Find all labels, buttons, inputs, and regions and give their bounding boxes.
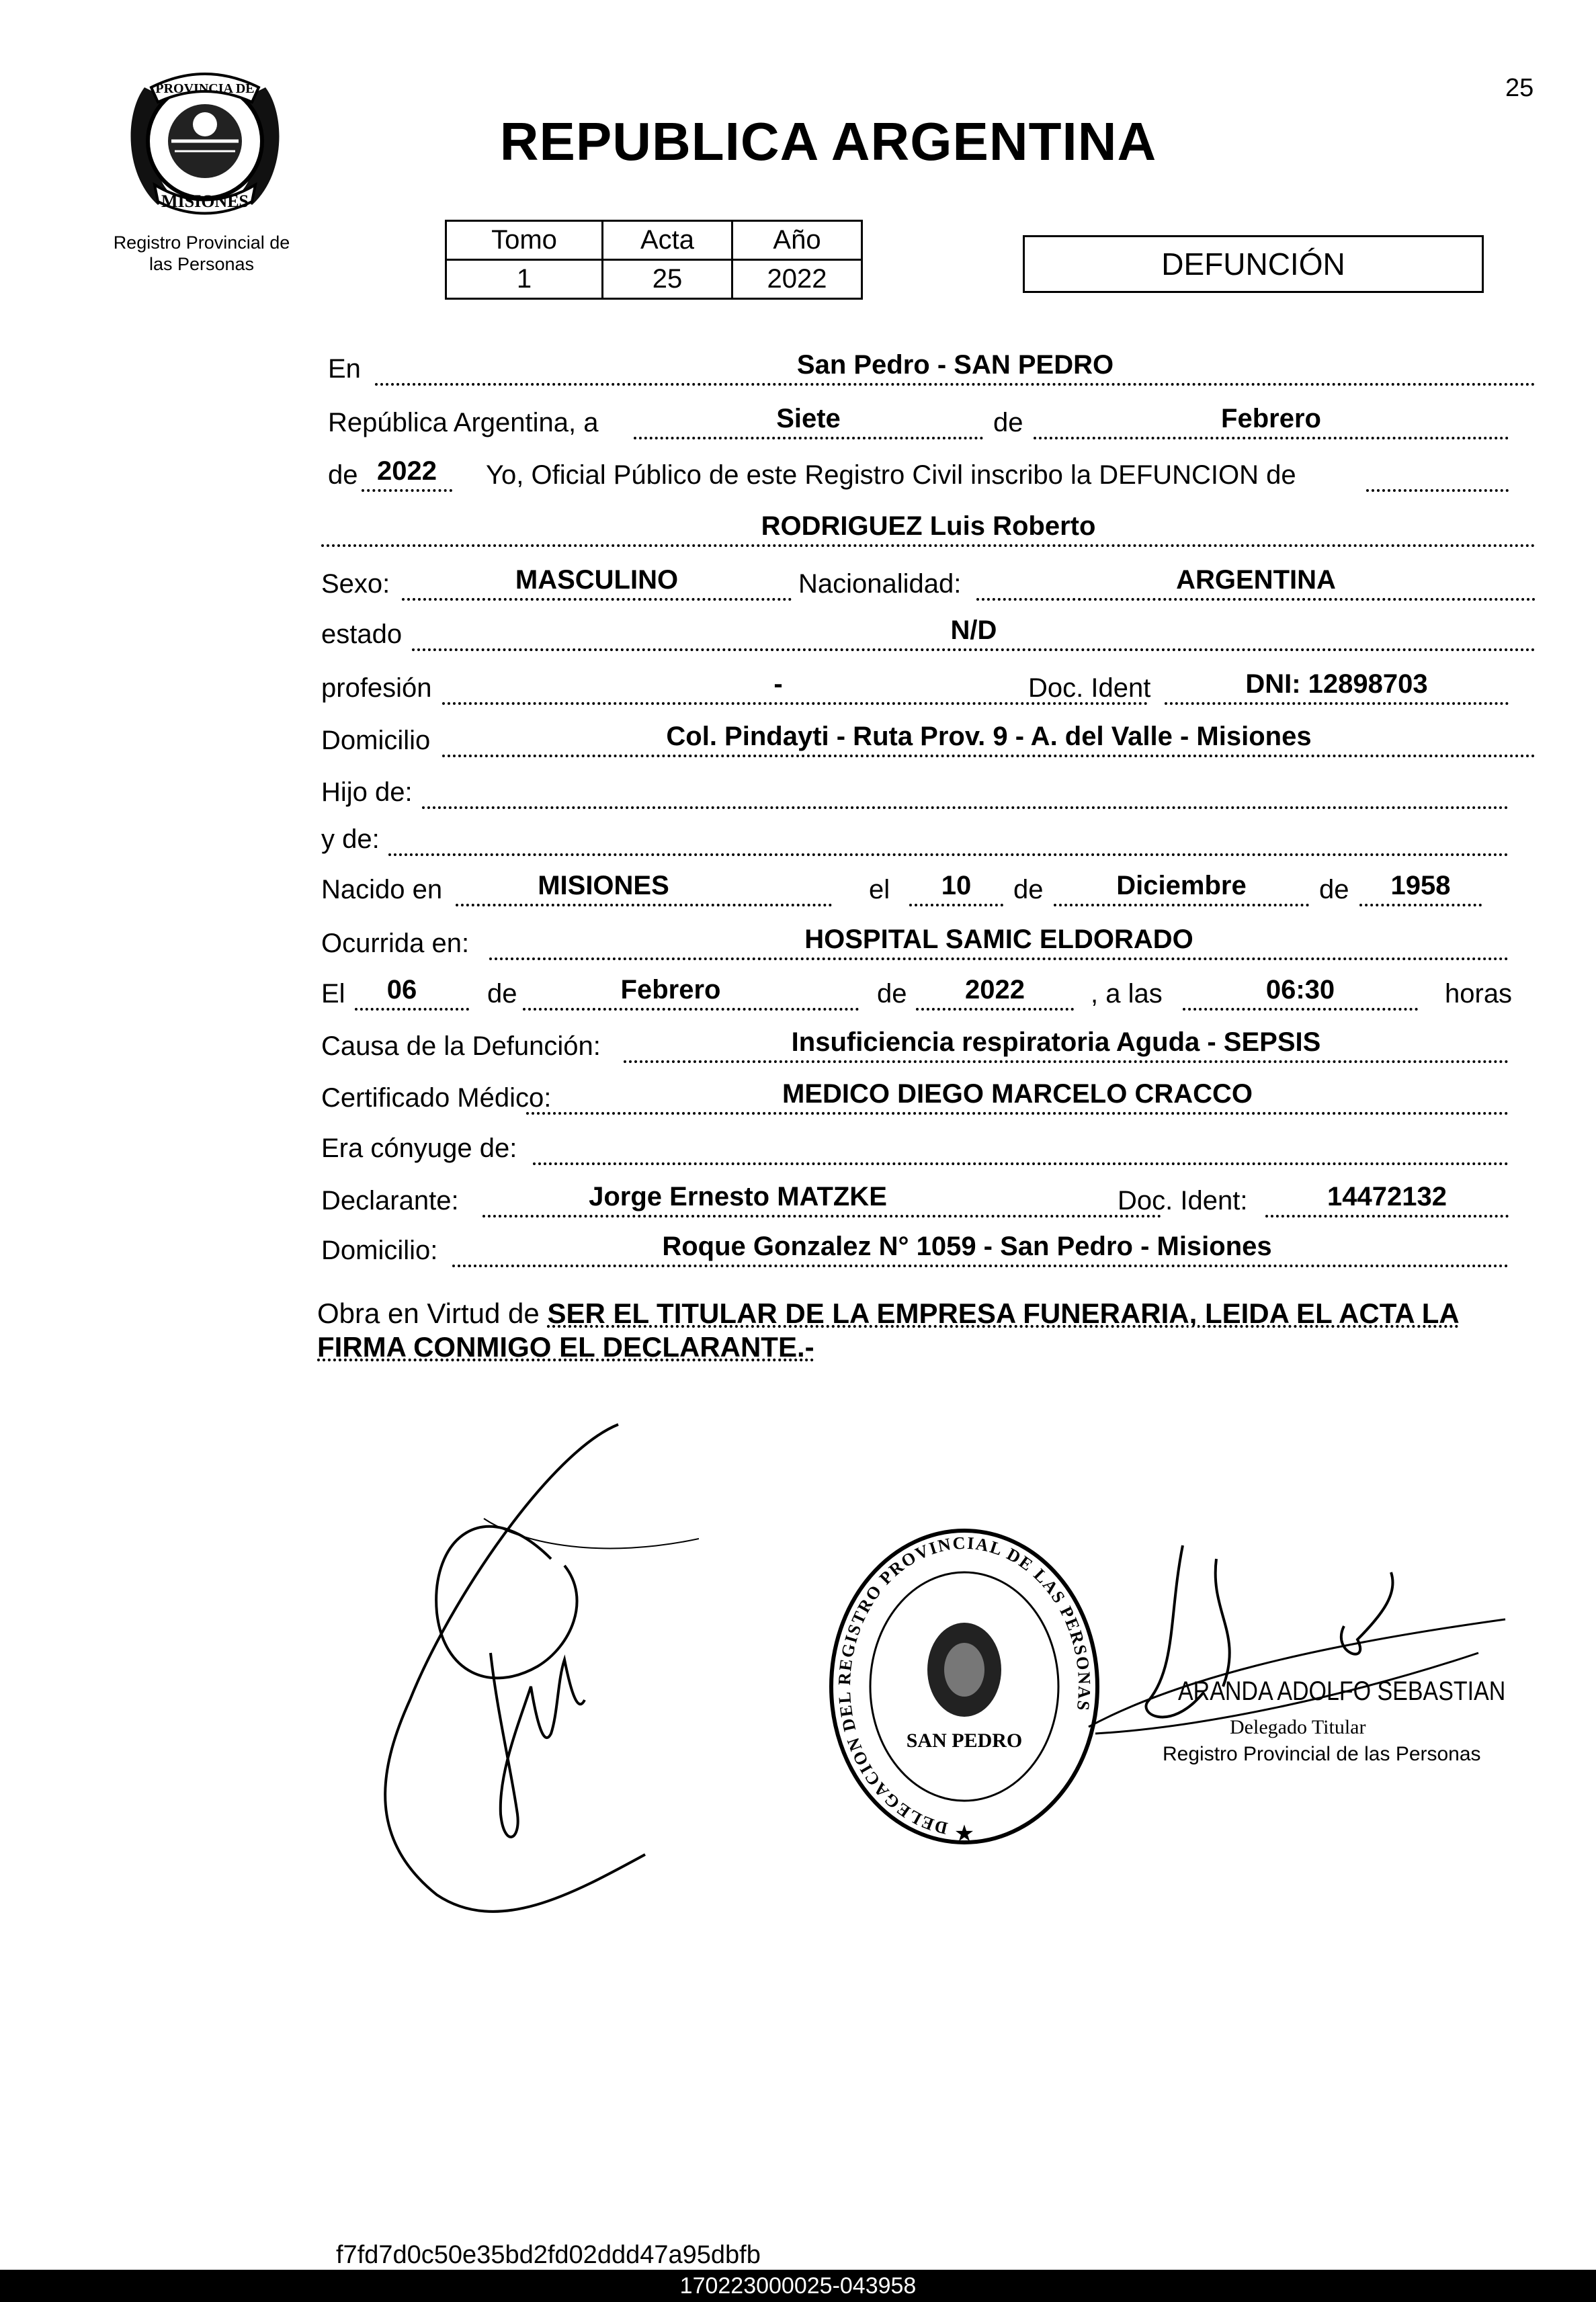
seal-text-bottom: MISIONES [161,191,249,211]
row-nacido [321,863,1536,910]
yde-label: y de: [321,824,380,854]
tomo-header: Tomo [446,221,603,260]
page-number: 25 [1505,74,1534,102]
official-signature [1075,1532,1519,1814]
declarant-signature [349,1411,699,1922]
docident-value: DNI: 12898703 [1245,669,1428,699]
row-domicilio [321,714,1536,761]
seal-text-top: PROVINCIA DE [155,81,255,96]
horas-label: horas [1445,979,1513,1009]
de6-label: de [877,979,907,1009]
yde-line [388,813,1509,856]
docident-label: Doc. Ident [1028,673,1151,703]
sexo-label: Sexo: [321,569,390,599]
domicilio2-value: Roque Gonzalez N° 1059 - San Pedro - Misiones [662,1232,1272,1261]
row-declarante [321,1175,1536,1222]
def-hora: 06:30 [1265,975,1335,1005]
conyuge-line [533,1122,1509,1165]
certificado-label: Certificado Médico: [321,1083,552,1113]
de3-label: de [1013,875,1044,904]
nac-anio: 1958 [1390,871,1451,900]
estado-label: estado [321,620,403,649]
obra-paragraph [317,1297,1527,1364]
conyuge-label: Era cónyuge de: [321,1134,517,1163]
record-table-header [446,221,862,260]
nacido-label: Nacido en [321,875,443,904]
row-ocurrida [321,917,1536,964]
record-table-values [446,260,862,299]
obra-value: SER EL TITULAR DE LA EMPRESA FUNERARIA, LEIDA EL ACTA LA FIRMA CONMIGO EL DECLARANTE.- [317,1297,1460,1363]
stamp-center-text: SAN PEDRO [906,1730,1023,1752]
causa-label: Causa de la Defunción: [321,1031,601,1061]
el2-label: El [321,979,345,1009]
record-table [445,220,863,300]
nac-mes: Diciembre [1116,871,1247,900]
nacionalidad-value: ARGENTINA [1176,565,1336,595]
nacido-value: MISIONES [538,871,669,900]
el-label: el [869,875,890,904]
record-type: DEFUNCIÓN [1161,247,1345,282]
official-name: ARANDA ADOLFO SEBASTIAN [1178,1675,1506,1706]
anio-header: Año [732,221,862,260]
certificado-value: MEDICO DIEGO MARCELO CRACCO [782,1079,1253,1109]
row-conyuge [321,1122,1536,1169]
de2-label: de [328,460,358,490]
stamp-ring-text: DELEGACION DEL REGISTRO PROVINCIAL DE LAS PERSONAS [834,1533,1095,1838]
de5-label: de [487,979,517,1009]
row-certificado [321,1072,1536,1119]
declarante-label: Declarante: [321,1186,459,1216]
tomo-value: 1 [446,260,603,299]
row-yde [321,813,1536,860]
registry-line-1: Registro Provincial de [113,232,290,253]
page-title [0,111,1596,173]
document-hash: f7fd7d0c50e35bd2fd02ddd47a95dbfb [336,2241,761,2269]
oficial-text: Yo, Oficial Público de este Registro Civil inscribo la DEFUNCION de [486,460,1296,490]
row-hijo [321,766,1536,813]
row-sexo [321,558,1536,605]
obra-label: Obra en Virtud de [317,1297,540,1329]
nacionalidad-label: Nacionalidad: [798,569,962,599]
mes-value: Febrero [1221,404,1321,433]
star-icon: ★ [954,1821,975,1846]
def-mes: Febrero [620,975,721,1005]
docident2-label: Doc. Ident: [1118,1186,1248,1216]
nombre-value: RODRIGUEZ Luis Roberto [761,511,1096,541]
row-en [321,343,1536,390]
republica-label: República Argentina, a [328,408,599,437]
de4-label: de [1319,875,1349,904]
oficial-line [1366,449,1509,492]
row-nombre [321,504,1536,551]
domicilio-label: Domicilio [321,726,431,755]
official-org: Registro Provincial de las Personas [1163,1743,1481,1765]
document-code: 170223000025-043958 [679,2273,917,2299]
row-estado [321,608,1536,655]
acta-value: 25 [603,260,732,299]
registry-line-2: las Personas [149,254,255,274]
def-anio: 2022 [965,975,1025,1005]
nac-dia: 10 [941,871,972,900]
dia-value: Siete [776,404,841,433]
profesion-label: profesión [321,673,432,703]
row-oficial [321,449,1536,496]
domicilio-value: Col. Pindayti - Ruta Prov. 9 - A. del Valle - Misiones [666,722,1312,751]
anio-value: 2022 [732,260,862,299]
domicilio2-label: Domicilio: [321,1236,438,1265]
de1-label: de [993,408,1023,437]
row-fecha [321,396,1536,443]
hijo-line [422,766,1509,809]
title-text: REPUBLICA ARGENTINA [499,112,1157,171]
estado-value: N/D [950,615,997,645]
acta-header: Acta [603,221,732,260]
def-dia: 06 [386,975,417,1005]
hijo-label: Hijo de: [321,777,413,807]
row-profesion [321,662,1536,709]
sexo-value: MASCULINO [515,565,679,595]
docident2-value: 14472132 [1327,1182,1447,1211]
record-type-box [1023,235,1484,293]
official-stamp [823,1525,1105,1855]
row-fecha-defuncion [321,968,1536,1015]
ocurrida-value: HOSPITAL SAMIC ELDORADO [804,925,1193,954]
causa-value: Insuficiencia respiratoria Aguda - SEPSIS [791,1027,1321,1057]
en-value: San Pedro - SAN PEDRO [796,350,1114,380]
row-causa [321,1020,1536,1067]
en-label: En [328,354,361,384]
declarante-value: Jorge Ernesto MATZKE [589,1182,887,1211]
profesion-value: - [773,669,783,699]
alas-label: , a las [1091,979,1163,1009]
registry-name [94,232,309,275]
row-domicilio2 [321,1224,1536,1271]
document-code-bar [0,2270,1596,2302]
ocurrida-label: Ocurrida en: [321,929,470,958]
anio-value: 2022 [377,456,437,486]
official-role: Delegado Titular [1230,1716,1366,1738]
